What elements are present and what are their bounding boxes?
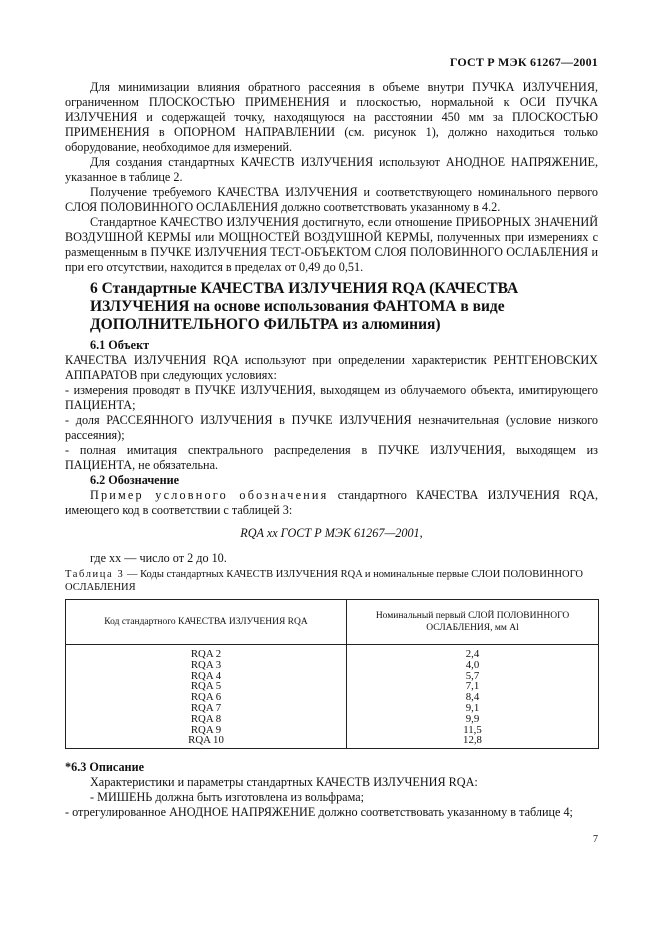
subsection-6-1-title: 6.1 Объект [90,338,150,352]
intro-block [65,80,598,275]
table-row [66,645,599,749]
intro-paragraph: Получение требуемого КАЧЕСТВА ИЗЛУЧЕНИЯ и соответствующего номинального первого СЛОЯ ПОЛОВИННОГО ОСЛАБЛЕНИЯ должно соответствовать указанному в 4.2. [65,185,598,214]
table-header-row [66,600,599,645]
list-item: - измерения проводят в ПУЧКЕ ИЗЛУЧЕНИЯ, выходящем из облучаемого объекта, имитирующего ПАЦИЕНТА; [65,383,598,412]
subsection-6-3-title: *6.3 Описание [65,760,145,774]
table-cell-code: RQA 3 [190,658,222,671]
list-item: - доля РАССЕЯННОГО ИЗЛУЧЕНИЯ в ПУЧКЕ ИЗЛУЧЕНИЯ незначительная (условие низкого рассеяния); [65,413,598,442]
list-item: - полная имитация спектрального распределения в ПУЧКЕ ИЗЛУЧЕНИЯ, выходящем из ПАЦИЕНТА, не обязательна. [65,443,598,472]
values-cell [347,645,599,749]
designation-example [65,488,598,518]
section-6-body [65,338,598,566]
table-cell-value: 11,5 [463,723,482,736]
table-cell-code: RQA 9 [190,723,222,736]
formula-where: где xx — число от 2 до 10. [90,551,227,565]
table-cell-code: RQA 6 [190,691,222,704]
intro-paragraph: Для создания стандартных КАЧЕСТВ ИЗЛУЧЕНИЯ используют АНОДНОЕ НАПРЯЖЕНИЕ, указанное в таблице 2. [65,155,598,184]
col1-header: Код стандартного КАЧЕСТВА ИЗЛУЧЕНИЯ RQA [66,600,347,645]
table-cell-code: RQA 4 [190,669,222,682]
codes-cell [66,645,347,749]
table-cell-code: RQA 10 [188,734,224,747]
table-cell-value: 8,4 [465,691,480,704]
subsection-6-1-text: КАЧЕСТВА ИЗЛУЧЕНИЯ RQA используют при определении характеристик РЕНТГЕНОВСКИХ АППАРАТОВ при следующих условиях: [65,353,598,382]
example-label: Пример условного обозначения [90,488,329,502]
table-cell-code: RQA 8 [190,712,222,725]
list-item: - МИШЕНЬ должна быть изготовлена из вольфрама; [90,790,365,804]
table-3-label: Таблица 3 [65,569,125,580]
table-cell-value: 9,1 [465,701,480,714]
table-cell-code: RQA 5 [190,680,222,693]
table-3-caption-text: — Коды стандартных КАЧЕСТВ ИЗЛУЧЕНИЯ RQA и номинальные первые СЛОИ ПОЛОВИННОГО ОСЛАБЛЕНИЯ [65,569,583,593]
col2-header: Номинальный первый СЛОЙ ПОЛОВИННОГО ОСЛАБЛЕНИЯ, мм Al [347,600,599,645]
table-cell-value: 2,4 [465,648,480,660]
subsection-6-3-text: Характеристики и параметры стандартных КАЧЕСТВ ИЗЛУЧЕНИЯ RQA: [90,775,478,789]
list-item: - отрегулированное АНОДНОЕ НАПРЯЖЕНИЕ должно соответствовать указанному в таблице 4; [65,805,573,819]
intro-paragraph: Для минимизации влияния обратного рассеяния в объеме внутри ПУЧКА ИЗЛУЧЕНИЯ, ограниченном ПЛОСКОСТЬЮ ПРИМЕНЕНИЯ и плоскостью, нормальной к ОСИ ПУЧКА ИЗЛУЧЕНИЯ и содержащей точку, находящуюся на расстоянии 450 мм за ПЛОСКОСТЬЮ ПРИМЕНЕНИЯ в ОПОРНОМ НАПРАВЛЕНИИ (см. рисунок 1), должно находиться только оборудование, необходимое для измерений. [65,80,598,154]
standard-header: ГОСТ Р МЭК 61267—2001 [449,55,598,69]
section-6-3 [65,760,598,820]
example-text: стандартного КАЧЕСТВА ИЗЛУЧЕНИЯ RQA, имеющего код в соответствии с таблицей 3: [65,488,598,517]
designation-formula: RQA xx ГОСТ Р МЭК 61267—2001, [240,526,423,540]
subsection-6-2-title: 6.2 Обозначение [90,473,180,487]
section-6-heading: 6 Стандартные КАЧЕСТВА ИЗЛУЧЕНИЯ RQA (КАЧЕСТВА ИЗЛУЧЕНИЯ на основе использования ФАНТОМА в виде ДОПОЛНИТЕЛЬНОГО ФИЛЬТРА из алюминия) [90,280,519,333]
table-3 [65,599,599,749]
table-cell-code: RQA 7 [190,701,222,714]
table-cell-value: 5,7 [465,669,480,682]
table-cell-value: 7,1 [465,680,480,693]
table-3-caption [65,568,598,594]
page-number: 7 [593,834,598,845]
intro-paragraph: Стандартное КАЧЕСТВО ИЗЛУЧЕНИЯ достигнуто, если отношение ПРИБОРНЫХ ЗНАЧЕНИЙ ВОЗДУШНОЙ КЕРМЫ или МОЩНОСТЕЙ ВОЗДУШНОЙ КЕРМЫ, полученных при измерениях с размещенным в ПУЧКЕ ИЗЛУЧЕНИЯ ТЕСТ-ОБЪЕКТОМ СЛОЯ ПОЛОВИННОГО ОСЛАБЛЕНИЯ и при его отсутствии, находится в пределах от 0,49 до 0,51. [65,215,598,274]
table-cell-value: 4,0 [465,658,480,671]
table-cell-value: 9,9 [465,712,480,725]
table-cell-code: RQA 2 [190,648,222,660]
table-cell-value: 12,8 [463,734,482,747]
